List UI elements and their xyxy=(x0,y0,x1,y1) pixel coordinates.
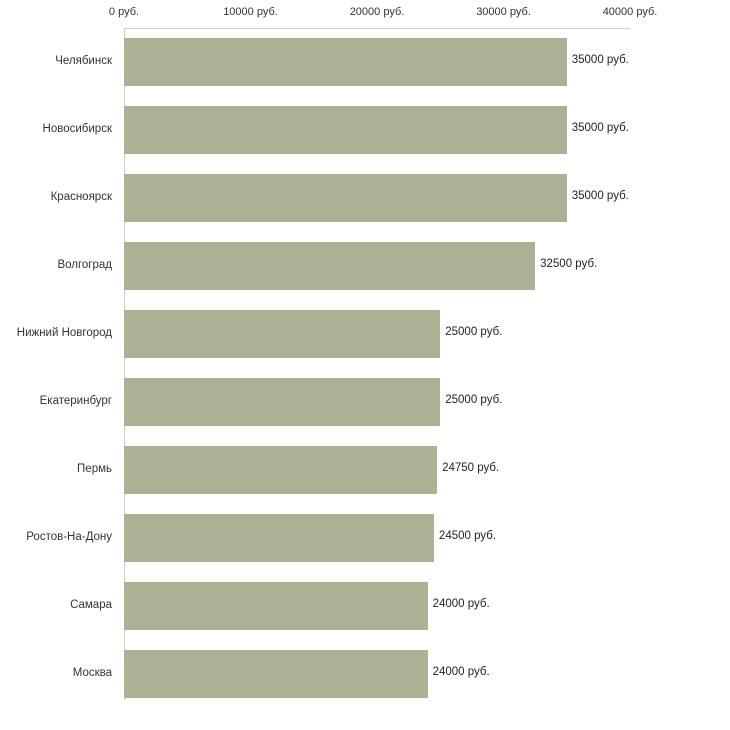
category-label: Москва xyxy=(72,667,112,679)
bar-value-label: 25000 руб. xyxy=(445,394,503,406)
bar[interactable] xyxy=(124,514,434,562)
x-axis-tick-label: 40000 руб. xyxy=(602,6,658,18)
bar-row xyxy=(124,640,630,708)
bar[interactable] xyxy=(124,174,567,222)
bar[interactable] xyxy=(124,38,567,86)
x-axis-tick-label: 10000 руб. xyxy=(223,6,278,18)
bar-row xyxy=(124,28,630,96)
bar-row xyxy=(124,368,630,436)
bar-value-label: 32500 руб. xyxy=(540,258,598,270)
bar-row xyxy=(124,232,630,300)
bar-row xyxy=(124,436,630,504)
bar[interactable] xyxy=(124,650,428,698)
category-label: Челябинск xyxy=(55,55,112,67)
bar[interactable] xyxy=(124,242,535,290)
category-label: Новосибирск xyxy=(42,123,112,135)
bar-value-label: 24000 руб. xyxy=(432,598,490,610)
category-label: Нижний Новгород xyxy=(16,327,112,339)
bar-row xyxy=(124,164,630,232)
category-label: Екатеринбург xyxy=(39,395,112,407)
bar-value-label: 24000 руб. xyxy=(432,666,490,678)
bar[interactable] xyxy=(124,582,428,630)
bar-row xyxy=(124,504,630,572)
bar[interactable] xyxy=(124,378,440,426)
bar[interactable] xyxy=(124,310,440,358)
bar[interactable] xyxy=(124,106,567,154)
x-axis-tick-label: 30000 руб. xyxy=(476,6,531,18)
category-label: Самара xyxy=(70,599,112,611)
plot-area xyxy=(124,28,630,700)
bar-row xyxy=(124,96,630,164)
bar-value-label: 35000 руб. xyxy=(571,190,629,202)
bar-value-label: 25000 руб. xyxy=(445,326,503,338)
bar-row xyxy=(124,572,630,640)
bar-value-label: 24500 руб. xyxy=(438,530,497,542)
x-axis-tick-label: 0 руб. xyxy=(108,6,140,18)
bar-value-label: 35000 руб. xyxy=(571,54,629,66)
x-axis-tick-label: 20000 руб. xyxy=(349,6,405,18)
category-label: Пермь xyxy=(77,463,112,475)
bar[interactable] xyxy=(124,446,437,494)
category-label: Ростов-На-Дону xyxy=(26,531,112,543)
bar-value-label: 24750 руб. xyxy=(442,462,500,474)
bar-value-label: 35000 руб. xyxy=(571,122,629,134)
category-label: Волгоград xyxy=(57,259,112,271)
category-label: Красноярск xyxy=(50,191,112,203)
bar-row xyxy=(124,300,630,368)
